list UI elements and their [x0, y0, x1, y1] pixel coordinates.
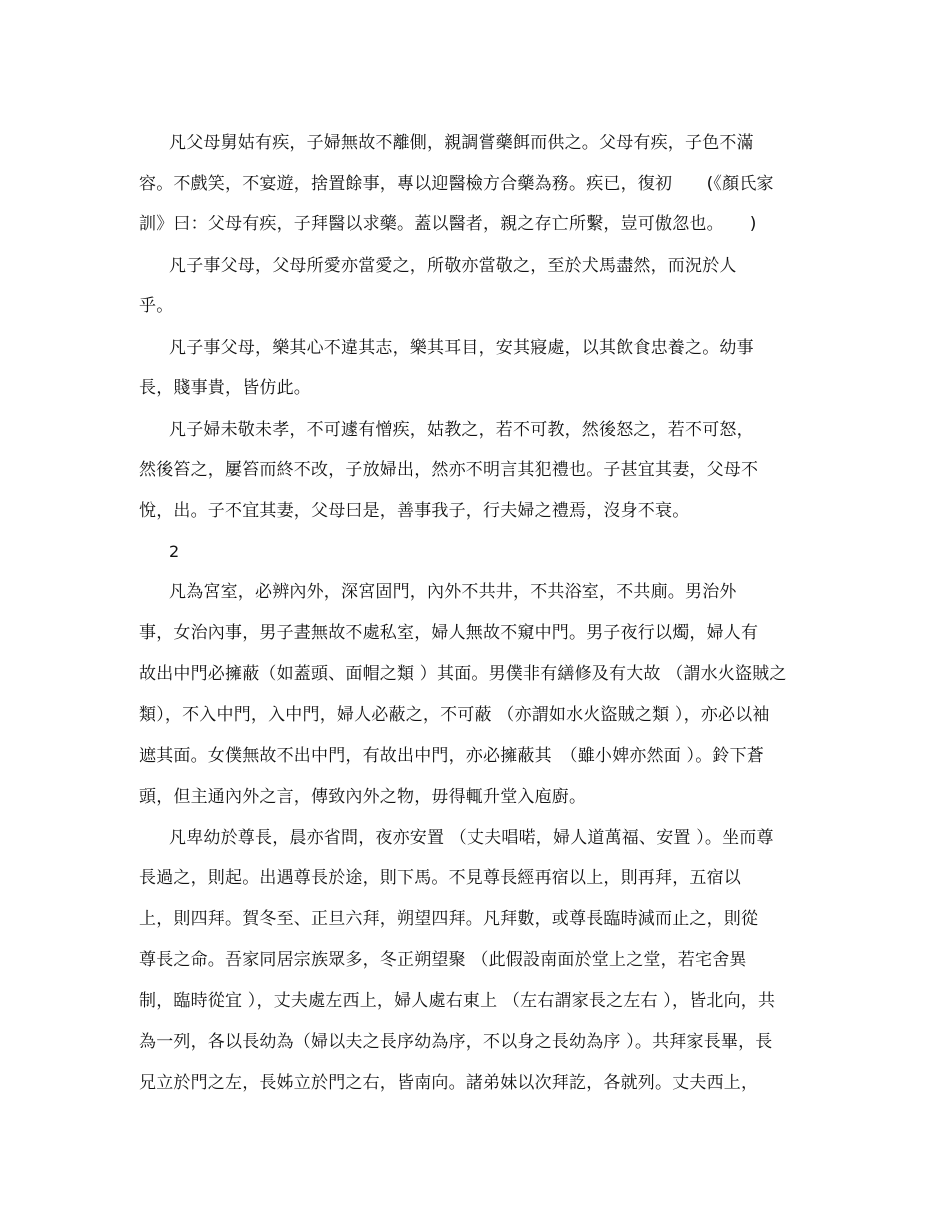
paragraph-line: 制，臨時從宜 ），丈夫處左西上，婦人處右東上 （左右謂家長之左右 ），皆北向，共 [139, 991, 776, 1011]
paragraph-line: 然後笞之，屢笞而終不改，子放婦出，然亦不明言其犯禮也。子甚宜其妻，父母不 [139, 460, 759, 480]
paragraph-line: 訓》曰：父母有疾，子拜醫以求藥。蓋以醫者，親之存亡所繫，豈可傲忽也。 ) [139, 214, 757, 234]
paragraph-line: 事，女治內事，男子晝無故不處私室，婦人無故不窺中門。男子夜行以燭，婦人有 [139, 623, 759, 643]
paragraph-line: 長過之，則起。出遇尊長於途，則下馬。不見尊長經再宿以上，則再拜，五宿以 [139, 868, 741, 888]
paragraph-line: 兄立於門之左，長姊立於門之右，皆南向。諸弟妹以次拜訖，各就列。丈夫西上， [139, 1073, 759, 1093]
paragraph-line: 類），不入中門，入中門，婦人必蔽之，不可蔽 （亦謂如水火盜賊之類 ），亦必以袖 [139, 705, 770, 725]
paragraph-line: 故出中門必擁蔽（如蓋頭、面帽之類 ）其面。男僕非有繕修及有大故 （謂水火盜賊之 [139, 664, 787, 684]
paragraph-line: 上，則四拜。賀冬至、正旦六拜，朔望四拜。凡拜數，或尊長臨時減而止之，則從 [139, 909, 759, 929]
paragraph-line: 長，賤事貴，皆仿此。 [139, 378, 311, 398]
paragraph-line: 凡父母舅姑有疾，子婦無故不離側，親調嘗藥餌而供之。父母有疾，子色不滿 [169, 133, 754, 153]
paragraph-line: 容。不戲笑，不宴遊，捨置餘事，專以迎醫檢方合藥為務。疾已，復初 (《顏氏家 [139, 174, 774, 194]
paragraph-line: 乎。 [139, 296, 174, 316]
paragraph-line: 凡子事父母，樂其心不違其志，樂其耳目，安其寢處，以其飲食忠養之。幼事 [169, 338, 754, 358]
paragraph-line: 頭，但主通內外之言，傳致內外之物，毋得輒升堂入庖廚。 [139, 787, 587, 807]
paragraph-line: 凡子事父母，父母所愛亦當愛之，所敬亦當敬之，至於犬馬盡然，而況於人 [169, 256, 737, 276]
paragraph-line: 悅，出。子不宜其妻，父母曰是，善事我子，行夫婦之禮焉，沒身不衰。 [139, 501, 690, 521]
section-number: 2 [169, 542, 180, 561]
paragraph-line: 凡為宮室，必辨內外，深宮固門，內外不共井，不共浴室，不共廁。男治外 [169, 582, 737, 602]
paragraph-line: 凡子婦未敬未孝，不可遽有憎疾，姑教之，若不可教，然後怒之，若不可怒， [169, 420, 754, 440]
paragraph-line: 遮其面。女僕無故不出中門，有故出中門，亦必擁蔽其 （雖小婢亦然面 ）。鈴下蒼 [139, 746, 765, 766]
paragraph-line: 凡卑幼於尊長，晨亦省問，夜亦安置 （丈夫唱喏，婦人道萬福、安置 ）。坐而尊 [169, 828, 774, 848]
paragraph-line: 為一列，各以長幼為（婦以夫之長序幼為序，不以身之長幼為序 ）。共拜家長畢，長 [139, 1032, 773, 1052]
paragraph-line: 尊長之命。吾家同居宗族眾多，冬正朔望聚 （此假設南面於堂上之堂，若宅舍異 [139, 950, 747, 970]
